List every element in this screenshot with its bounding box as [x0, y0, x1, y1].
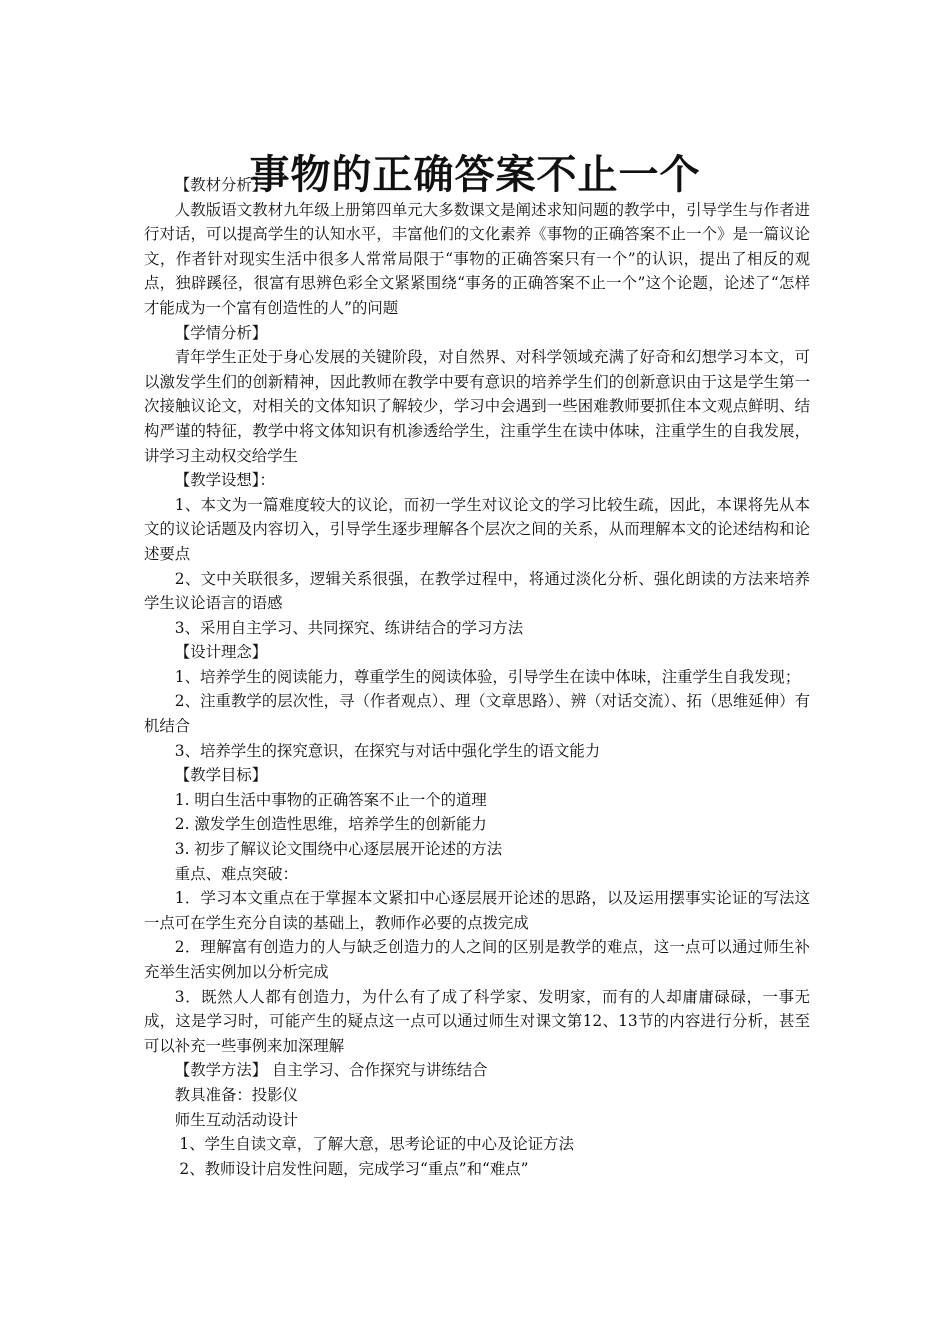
page-title: 事物的正确答案不止一个	[249, 150, 701, 198]
paragraph-key-point-3: 3．既然人人都有创造力，为什么有了成了科学家、发明家，而有的人却庸庸碌碌，一事无成，这是学习时，可能产生的疑点这一点可以通过师生对课文第12、13节的内容进行分析，甚至可以补充一些事例来加深理解	[144, 987, 810, 1055]
paragraph-interaction-design: 师生互动活动设计	[174, 1110, 298, 1129]
paragraph-textbook-analysis: 人教版语文教材九年级上册第四单元大多数课文是阐述求知问题的教学中，引导学生与作者进行对话，可以提高学生的认知水平，丰富他们的文化素养《事物的正确答案不止一个》是一篇议论文，作者针对现实生活中很多人常常局限于“事物的正确答案只有一个”的认识，提出了相反的观点，独辟蹊径，很富有思辨色彩全文紧紧围绕“事务的正确答案不止一个”这个论题，论述了“怎样才能成为一个富有创造性的人”的问题	[144, 200, 810, 317]
paragraph-activity-1: 1、学生自读文章，了解大意，思考论证的中心及论证方法	[179, 1135, 574, 1154]
section-heading-student-analysis: 【学情分析】	[174, 323, 268, 342]
paragraph-design-concept-3: 3、培养学生的探究意识，在探究与对话中强化学生的语文能力	[174, 741, 601, 760]
paragraph-key-point-1: 1．学习本文重点在于掌握本文紧扣中心逐层展开论述的思路，以及运用摆事实论证的写法这一点可在学生充分自读的基础上，教师作必要的点拨完成	[144, 889, 810, 932]
paragraph-teaching-goal-1: 1. 明白生活中事物的正确答案不止一个的道理	[174, 790, 487, 809]
paragraph-design-concept-2: 2、注重教学的层次性，寻（作者观点）、理（文章思路）、辨（对话交流）、拓（思维延伸）有机结合	[144, 692, 810, 736]
paragraph-teaching-goal-2: 2. 激发学生创造性思维，培养学生的创新能力	[174, 815, 487, 834]
section-heading-teaching-goals: 【教学目标】	[174, 766, 268, 785]
paragraph-design-concept-1: 1、培养学生的阅读能力，尊重学生的阅读体验，引导学生在读中体味，注重学生自我发现；	[174, 667, 801, 686]
paragraph-activity-2: 2、教师设计启发性问题，完成学习“重点”和“难点”	[179, 1159, 529, 1178]
paragraph-teaching-plan-1: 1、本文为一篇难度较大的议论，而初一学生对议论文的学习比较生疏，因此，本课将先从本文的议论话题及内容切入，引导学生逐步理解各个层次之间的关系，从而理解本文的论述结构和论述要点	[144, 495, 810, 563]
paragraph-teaching-tools: 教具准备：投影仪	[174, 1085, 298, 1104]
document-body	[144, 173, 810, 1181]
section-heading-design-concept: 【设计理念】	[174, 643, 268, 662]
paragraph-teaching-goal-3: 3. 初步了解议论文围绕中心逐层展开论述的方法	[174, 840, 503, 859]
paragraph-student-analysis: 青年学生正处于身心发展的关键阶段，对自然界、对科学领域充满了好奇和幻想学习本文，可以激发学生们的创新精神，因此教师在教学中要有意识的培养学生们的创新意识由于这是学生第一次接触议论文，对相关的文体知识了解较少，学习中会遇到一些困难教师要抓住本文观点鲜明、结构严谨的特征，教学中将文体知识有机渗透给学生，注重学生在读中体味，注重学生的自我发展，讲学习主动权交给学生	[144, 348, 810, 465]
paragraph-teaching-plan-2: 2、文中关联很多，逻辑关系很强，在教学过程中，将通过淡化分析、强化朗读的方法来培养学生议论语言的语感	[144, 569, 810, 613]
paragraph-teaching-plan-3: 3、采用自主学习、共同探究、练讲结合的学习方法	[174, 618, 524, 637]
paragraph-teaching-methods: 【教学方法】 自主学习、合作探究与讲练结合	[174, 1061, 488, 1080]
section-heading-key-points: 重点、难点突破：	[174, 864, 298, 883]
section-heading-textbook-analysis: 【教材分析】	[174, 176, 268, 194]
section-heading-teaching-plan: 【教学设想】：	[174, 471, 275, 490]
paragraph-key-point-2: 2．理解富有创造力的人与缺乏创造力的人之间的区别是教学的难点，这一点可以通过师生补充举生活实例加以分析完成	[144, 938, 810, 981]
